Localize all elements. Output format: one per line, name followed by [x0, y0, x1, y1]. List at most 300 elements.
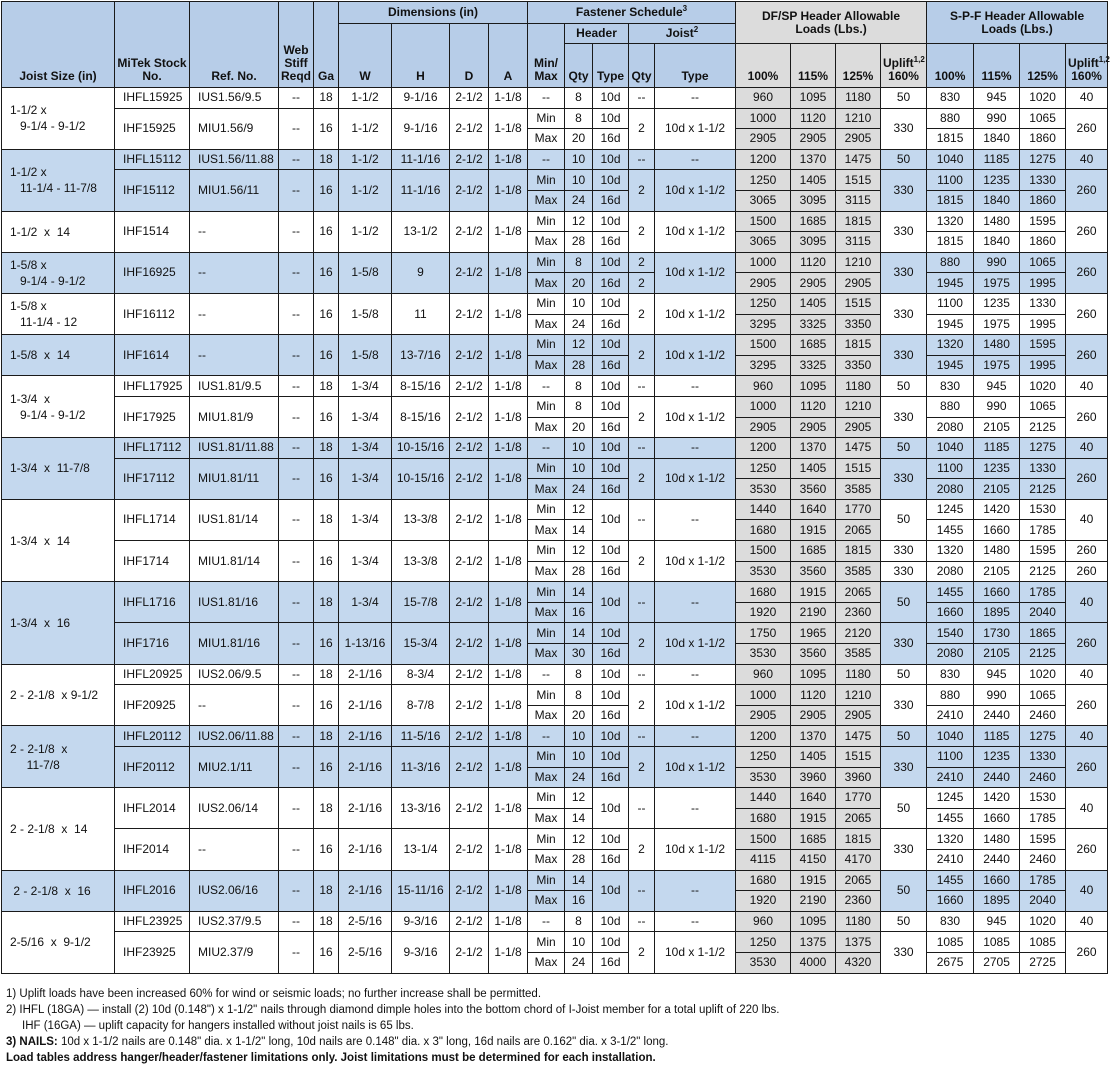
spf-100-cell: 1815: [927, 190, 974, 211]
joist-group: [2, 252, 1108, 293]
w-cell: 2-1/16: [339, 747, 392, 788]
header-qty-cell: 24: [565, 479, 593, 500]
df-125-cell: 2360: [836, 891, 881, 912]
header-qty-cell: 8: [565, 108, 593, 129]
spf-125-cell: 1065: [1020, 396, 1066, 417]
table-row: [2, 911, 1108, 932]
header-qty-cell: 12: [565, 541, 593, 562]
spf-125-cell: 1785: [1020, 808, 1066, 829]
df-115-cell: 1915: [791, 582, 836, 603]
df-115-cell: 2190: [791, 602, 836, 623]
d-cell: 2-1/2: [450, 623, 489, 664]
stock-no-cell: IHFL17925: [115, 376, 190, 397]
col-joist-fastener: Joist$^2$: [629, 24, 736, 44]
df-125-cell: 1210: [836, 685, 881, 706]
ref-no-cell: --: [190, 252, 279, 293]
header-type-cell: 16d: [593, 232, 629, 253]
spf-125-cell: 1330: [1020, 293, 1066, 314]
header-type-cell: 16d: [593, 314, 629, 335]
minmax-cell: --: [528, 664, 565, 685]
header-qty-cell: 14: [565, 520, 593, 541]
header-type-cell: 10d: [593, 149, 629, 170]
w-cell: 1-1/2: [339, 149, 392, 170]
df-uplift-cell: 50: [881, 499, 927, 540]
spf-uplift-cell: 260: [1066, 541, 1108, 562]
ga-cell: 16: [314, 396, 339, 437]
df-115-cell: 1405: [791, 458, 836, 479]
table-row: [2, 726, 1108, 747]
df-115-cell: 4150: [791, 849, 836, 870]
spf-uplift-cell: 40: [1066, 911, 1108, 932]
df-125-cell: 1770: [836, 499, 881, 520]
spf-uplift-cell: 40: [1066, 499, 1108, 540]
spf-115-cell: 990: [974, 396, 1020, 417]
joist-type-cell: 10d x 1-1/2: [655, 396, 736, 437]
table-row: [2, 458, 1108, 479]
stock-no-cell: IHFL15925: [115, 88, 190, 109]
df-125-cell: 2065: [836, 870, 881, 891]
df-115-cell: 1120: [791, 252, 836, 273]
h-cell: 13-1/2: [392, 211, 450, 252]
d-cell: 2-1/2: [450, 335, 489, 376]
spf-100-cell: 1085: [927, 932, 974, 953]
header-type-cell: 10d: [593, 788, 629, 829]
load-table: [1, 1, 1108, 974]
spf-115-cell: 1975: [974, 273, 1020, 294]
df-uplift-cell: 330: [881, 932, 927, 973]
df-100-cell: 1250: [736, 170, 791, 191]
col-df-uplift: Uplift$^{1,2}$ 160%: [881, 44, 927, 88]
header-qty-cell: 10: [565, 438, 593, 459]
joist-size-cell: 2 - 2-1/8 x 16: [2, 870, 115, 911]
df-uplift-cell: 50: [881, 438, 927, 459]
spf-100-cell: 1455: [927, 808, 974, 829]
d-cell: 2-1/2: [450, 788, 489, 829]
web-stiff-cell: --: [279, 582, 314, 623]
spf-115-cell: 1185: [974, 438, 1020, 459]
h-cell: 13-3/8: [392, 499, 450, 540]
spf-uplift-cell: 260: [1066, 747, 1108, 788]
df-uplift-cell: 50: [881, 664, 927, 685]
spf-100-cell: 1945: [927, 273, 974, 294]
spf-100-cell: 1320: [927, 829, 974, 850]
spf-115-cell: 1660: [974, 520, 1020, 541]
web-stiff-cell: --: [279, 88, 314, 109]
spf-125-cell: 1085: [1020, 932, 1066, 953]
df-uplift-cell: 330: [881, 623, 927, 664]
h-cell: 9-1/16: [392, 108, 450, 149]
minmax-cell: Max: [528, 129, 565, 150]
joist-qty-cell: 2: [629, 293, 655, 334]
spf-uplift-cell: 260: [1066, 335, 1108, 376]
a-cell: 1-1/8: [489, 149, 528, 170]
spf-125-cell: 2125: [1020, 561, 1066, 582]
stock-no-cell: IHF17925: [115, 396, 190, 437]
spf-115-cell: 1840: [974, 190, 1020, 211]
h-cell: 15-11/16: [392, 870, 450, 911]
d-cell: 2-1/2: [450, 211, 489, 252]
minmax-cell: --: [528, 376, 565, 397]
df-100-cell: 1250: [736, 747, 791, 768]
minmax-cell: Max: [528, 808, 565, 829]
df-115-cell: 1375: [791, 932, 836, 953]
df-100-cell: 3530: [736, 479, 791, 500]
a-cell: 1-1/8: [489, 911, 528, 932]
table-row: [2, 108, 1108, 129]
ref-no-cell: IUS2.37/9.5: [190, 911, 279, 932]
col-joist-type: Type: [655, 44, 736, 88]
spf-uplift-cell: 260: [1066, 252, 1108, 293]
df-100-cell: 1500: [736, 211, 791, 232]
d-cell: 2-1/2: [450, 829, 489, 870]
spf-100-cell: 1540: [927, 623, 974, 644]
spf-115-cell: 2105: [974, 561, 1020, 582]
ga-cell: 16: [314, 108, 339, 149]
spf-100-cell: 1100: [927, 747, 974, 768]
joist-type-cell: 10d x 1-1/2: [655, 541, 736, 582]
table-header: [2, 2, 1108, 88]
df-100-cell: 3065: [736, 190, 791, 211]
minmax-cell: Max: [528, 190, 565, 211]
header-qty-cell: 12: [565, 829, 593, 850]
minmax-cell: Min: [528, 396, 565, 417]
table-row: [2, 829, 1108, 850]
spf-uplift-cell: 40: [1066, 664, 1108, 685]
minmax-cell: Max: [528, 952, 565, 973]
spf-100-cell: 2080: [927, 561, 974, 582]
d-cell: 2-1/2: [450, 438, 489, 459]
stock-no-cell: IHF1716: [115, 623, 190, 664]
joist-qty-cell: 2: [629, 747, 655, 788]
header-qty-cell: 14: [565, 582, 593, 603]
df-125-cell: 1210: [836, 252, 881, 273]
a-cell: 1-1/8: [489, 211, 528, 252]
minmax-cell: Min: [528, 685, 565, 706]
ref-no-cell: IUS1.56/9.5: [190, 88, 279, 109]
h-cell: 11-3/16: [392, 747, 450, 788]
ref-no-cell: IUS1.81/14: [190, 499, 279, 540]
web-stiff-cell: --: [279, 170, 314, 211]
ref-no-cell: MIU1.81/16: [190, 623, 279, 664]
ga-cell: 16: [314, 747, 339, 788]
header-type-cell: 16d: [593, 644, 629, 665]
ref-no-cell: MIU1.56/11: [190, 170, 279, 211]
joist-qty-cell: --: [629, 726, 655, 747]
minmax-cell: Min: [528, 623, 565, 644]
header-qty-cell: 10: [565, 293, 593, 314]
df-100-cell: 1750: [736, 623, 791, 644]
df-115-cell: 2905: [791, 129, 836, 150]
spf-uplift-cell: 40: [1066, 88, 1108, 109]
df-115-cell: 1685: [791, 829, 836, 850]
spf-115-cell: 1840: [974, 232, 1020, 253]
web-stiff-cell: --: [279, 829, 314, 870]
minmax-cell: Min: [528, 747, 565, 768]
df-100-cell: 1920: [736, 891, 791, 912]
spf-115-cell: 990: [974, 108, 1020, 129]
df-125-cell: 1815: [836, 211, 881, 232]
joist-qty-cell: 2: [629, 685, 655, 726]
header-qty-cell: 20: [565, 417, 593, 438]
web-stiff-cell: --: [279, 252, 314, 293]
minmax-cell: --: [528, 726, 565, 747]
df-125-cell: 1375: [836, 932, 881, 953]
d-cell: 2-1/2: [450, 458, 489, 499]
w-cell: 1-3/4: [339, 376, 392, 397]
minmax-cell: Min: [528, 335, 565, 356]
header-qty-cell: 14: [565, 623, 593, 644]
col-spf-125: 125%: [1020, 44, 1066, 88]
minmax-cell: Min: [528, 582, 565, 603]
stock-no-cell: IHF16112: [115, 293, 190, 334]
df-115-cell: 1685: [791, 211, 836, 232]
ref-no-cell: --: [190, 211, 279, 252]
minmax-cell: Min: [528, 458, 565, 479]
df-115-cell: 3560: [791, 479, 836, 500]
df-100-cell: 2905: [736, 705, 791, 726]
spf-100-cell: 2410: [927, 767, 974, 788]
col-df-115: 115%: [791, 44, 836, 88]
w-cell: 1-13/16: [339, 623, 392, 664]
joist-group: [2, 664, 1108, 726]
stock-no-cell: IHFL2014: [115, 788, 190, 829]
joist-type-cell: 10d x 1-1/2: [655, 458, 736, 499]
header-type-cell: 10d: [593, 664, 629, 685]
header-qty-cell: 16: [565, 891, 593, 912]
ga-cell: 18: [314, 149, 339, 170]
df-115-cell: 1370: [791, 149, 836, 170]
header-qty-cell: 20: [565, 129, 593, 150]
spf-100-cell: 2675: [927, 952, 974, 973]
d-cell: 2-1/2: [450, 149, 489, 170]
spf-100-cell: 1040: [927, 726, 974, 747]
h-cell: 15-7/8: [392, 582, 450, 623]
df-115-cell: 1915: [791, 520, 836, 541]
ga-cell: 16: [314, 170, 339, 211]
df-125-cell: 1515: [836, 293, 881, 314]
spf-uplift-cell: 40: [1066, 582, 1108, 623]
header-qty-cell: 14: [565, 870, 593, 891]
w-cell: 2-1/16: [339, 664, 392, 685]
header-qty-cell: 24: [565, 314, 593, 335]
header-qty-cell: 8: [565, 376, 593, 397]
h-cell: 11: [392, 293, 450, 334]
header-type-cell: 16d: [593, 273, 629, 294]
joist-size-cell: 1-5/8 x 14: [2, 335, 115, 376]
w-cell: 1-3/4: [339, 396, 392, 437]
header-type-cell: 16d: [593, 190, 629, 211]
w-cell: 1-5/8: [339, 252, 392, 293]
df-100-cell: 3530: [736, 561, 791, 582]
header-type-cell: 10d: [593, 541, 629, 562]
table-row: [2, 685, 1108, 706]
spf-125-cell: 1785: [1020, 520, 1066, 541]
df-uplift-cell: 330: [881, 252, 927, 293]
ga-cell: 18: [314, 88, 339, 109]
stock-no-cell: IHF17112: [115, 458, 190, 499]
spf-125-cell: 1860: [1020, 129, 1066, 150]
stock-no-cell: IHFL17112: [115, 438, 190, 459]
header-type-cell: 10d: [593, 499, 629, 540]
stock-no-cell: IHF16925: [115, 252, 190, 293]
df-125-cell: 2905: [836, 417, 881, 438]
spf-115-cell: 1730: [974, 623, 1020, 644]
stock-no-cell: IHFL15112: [115, 149, 190, 170]
minmax-cell: Max: [528, 417, 565, 438]
a-cell: 1-1/8: [489, 396, 528, 437]
df-115-cell: 3095: [791, 232, 836, 253]
joist-type-cell: 10d x 1-1/2: [655, 932, 736, 973]
joist-type-cell: --: [655, 88, 736, 109]
header-qty-cell: 20: [565, 705, 593, 726]
table-row: [2, 293, 1108, 314]
stock-no-cell: IHFL1716: [115, 582, 190, 623]
df-125-cell: 3960: [836, 767, 881, 788]
joist-type-cell: 10d x 1-1/2: [655, 211, 736, 252]
joist-size-cell: 1-1/2 x 11-1/4 - 11-7/8: [2, 149, 115, 211]
df-100-cell: 1250: [736, 458, 791, 479]
table-row: [2, 664, 1108, 685]
df-100-cell: 960: [736, 911, 791, 932]
df-125-cell: 1515: [836, 170, 881, 191]
w-cell: 1-3/4: [339, 541, 392, 582]
h-cell: 13-1/4: [392, 829, 450, 870]
header-type-cell: 10d: [593, 747, 629, 768]
header-qty-cell: 12: [565, 788, 593, 809]
ref-no-cell: --: [190, 335, 279, 376]
header-type-cell: 16d: [593, 561, 629, 582]
web-stiff-cell: --: [279, 541, 314, 582]
spf-125-cell: 1065: [1020, 108, 1066, 129]
minmax-cell: Min: [528, 541, 565, 562]
spf-115-cell: 1235: [974, 747, 1020, 768]
df-uplift-cell: 330: [881, 335, 927, 376]
spf-115-cell: 2440: [974, 849, 1020, 870]
df-125-cell: 3585: [836, 561, 881, 582]
spf-100-cell: 1320: [927, 541, 974, 562]
ref-no-cell: --: [190, 293, 279, 334]
h-cell: 9-3/16: [392, 911, 450, 932]
minmax-cell: Min: [528, 499, 565, 520]
joist-qty-cell: 2: [629, 108, 655, 149]
web-stiff-cell: --: [279, 396, 314, 437]
df-100-cell: 1500: [736, 829, 791, 850]
d-cell: 2-1/2: [450, 108, 489, 149]
df-125-cell: 1210: [836, 396, 881, 417]
joist-size-cell: 1-1/2 x 9-1/4 - 9-1/2: [2, 88, 115, 150]
spf-125-cell: 1995: [1020, 314, 1066, 335]
spf-uplift-cell: 40: [1066, 149, 1108, 170]
spf-115-cell: 1660: [974, 582, 1020, 603]
minmax-cell: Max: [528, 355, 565, 376]
df-115-cell: 1915: [791, 870, 836, 891]
spf-115-cell: 1185: [974, 726, 1020, 747]
spf-125-cell: 1785: [1020, 870, 1066, 891]
joist-group: [2, 911, 1108, 973]
spf-125-cell: 1995: [1020, 355, 1066, 376]
spf-125-cell: 1595: [1020, 211, 1066, 232]
w-cell: 2-1/16: [339, 685, 392, 726]
w-cell: 2-1/16: [339, 788, 392, 829]
joist-type-cell: 10d x 1-1/2: [655, 293, 736, 334]
spf-100-cell: 2410: [927, 849, 974, 870]
header-qty-cell: 24: [565, 952, 593, 973]
joist-group: [2, 149, 1108, 211]
header-type-cell: 10d: [593, 438, 629, 459]
header-type-cell: 10d: [593, 685, 629, 706]
col-df-100: 100%: [736, 44, 791, 88]
df-115-cell: 1120: [791, 108, 836, 129]
stock-no-cell: IHFL20925: [115, 664, 190, 685]
minmax-cell: Max: [528, 561, 565, 582]
spf-115-cell: 1185: [974, 149, 1020, 170]
spf-100-cell: 2410: [927, 705, 974, 726]
header-type-cell: 16d: [593, 767, 629, 788]
header-qty-cell: 12: [565, 335, 593, 356]
web-stiff-cell: --: [279, 335, 314, 376]
header-type-cell: 10d: [593, 911, 629, 932]
ga-cell: 16: [314, 541, 339, 582]
df-100-cell: 1920: [736, 602, 791, 623]
df-100-cell: 1680: [736, 870, 791, 891]
spf-125-cell: 2125: [1020, 417, 1066, 438]
col-d: D: [450, 24, 489, 88]
header-qty-cell: 10: [565, 458, 593, 479]
df-125-cell: 3350: [836, 314, 881, 335]
df-125-cell: 3585: [836, 479, 881, 500]
df-uplift-cell: 330: [881, 458, 927, 499]
header-qty-cell: 8: [565, 252, 593, 273]
df-125-cell: 1180: [836, 88, 881, 109]
a-cell: 1-1/8: [489, 747, 528, 788]
spf-115-cell: 2105: [974, 644, 1020, 665]
df-uplift-cell: 330: [881, 293, 927, 334]
spf-uplift-cell: 260: [1066, 685, 1108, 726]
spf-125-cell: 1785: [1020, 582, 1066, 603]
header-qty-cell: 12: [565, 499, 593, 520]
table-row: [2, 396, 1108, 417]
joist-qty-cell: 2: [629, 273, 655, 294]
df-125-cell: 2905: [836, 129, 881, 150]
web-stiff-cell: --: [279, 685, 314, 726]
header-qty-cell: 10: [565, 149, 593, 170]
spf-uplift-cell: 40: [1066, 870, 1108, 911]
table-row: [2, 623, 1108, 644]
joist-type-cell: 10d x 1-1/2: [655, 170, 736, 211]
header-qty-cell: 24: [565, 190, 593, 211]
spf-115-cell: 2705: [974, 952, 1020, 973]
spf-uplift-cell: 260: [1066, 932, 1108, 973]
stock-no-cell: IHF1614: [115, 335, 190, 376]
header-type-cell: 16d: [593, 129, 629, 150]
spf-100-cell: 1320: [927, 335, 974, 356]
joist-group: [2, 788, 1108, 870]
joist-group: [2, 376, 1108, 438]
d-cell: 2-1/2: [450, 932, 489, 973]
df-115-cell: 1370: [791, 726, 836, 747]
spf-125-cell: 1530: [1020, 788, 1066, 809]
spf-115-cell: 2105: [974, 479, 1020, 500]
joist-qty-cell: --: [629, 376, 655, 397]
df-100-cell: 1200: [736, 149, 791, 170]
d-cell: 2-1/2: [450, 726, 489, 747]
web-stiff-cell: --: [279, 438, 314, 459]
df-100-cell: 2905: [736, 417, 791, 438]
spf-100-cell: 830: [927, 664, 974, 685]
ga-cell: 16: [314, 211, 339, 252]
minmax-cell: Max: [528, 232, 565, 253]
a-cell: 1-1/8: [489, 932, 528, 973]
